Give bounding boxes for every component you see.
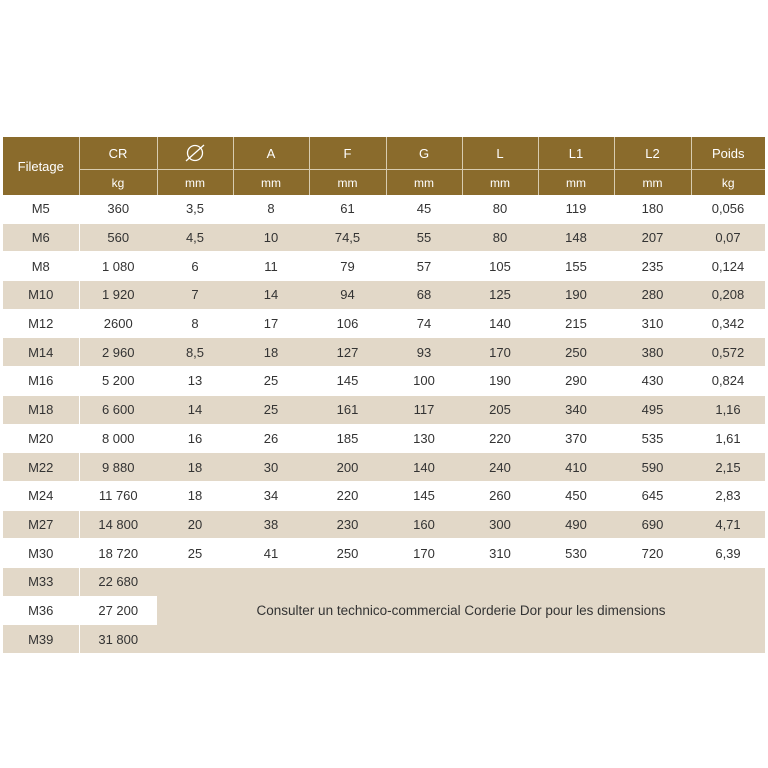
unit-cr: kg [79,170,157,196]
cell-cr: 27 200 [79,596,157,625]
cell-l: 240 [462,453,538,482]
cell-poids: 0,208 [691,281,765,310]
cell-g: 100 [386,367,462,396]
cell-cr: 18 720 [79,539,157,568]
cell-g: 140 [386,453,462,482]
cell-l1: 148 [538,223,614,252]
cell-filetage: M8 [3,252,79,281]
cell-cr: 2600 [79,309,157,338]
cell-a: 25 [233,395,309,424]
header-diameter [157,137,233,170]
cell-f: 94 [309,281,386,310]
cell-l: 260 [462,481,538,510]
cell-l1: 530 [538,539,614,568]
cell-l1: 155 [538,252,614,281]
cell-l: 300 [462,510,538,539]
cell-f: 127 [309,338,386,367]
cell-f: 61 [309,195,386,223]
cell-l2: 430 [614,367,691,396]
cell-f: 200 [309,453,386,482]
header-cr: CR [79,137,157,170]
cell-a: 11 [233,252,309,281]
cell-f: 106 [309,309,386,338]
table-row [3,195,765,223]
cell-poids: 0,124 [691,252,765,281]
cell-a: 38 [233,510,309,539]
unit-f: mm [309,170,386,196]
cell-l: 80 [462,223,538,252]
cell-l2: 235 [614,252,691,281]
cell-diameter: 8 [157,309,233,338]
cell-diameter: 18 [157,453,233,482]
cell-cr: 14 800 [79,510,157,539]
cell-l2: 690 [614,510,691,539]
cell-diameter: 14 [157,395,233,424]
table-row [3,367,765,396]
header-l2: L2 [614,137,691,170]
table-row [3,481,765,510]
cell-a: 25 [233,367,309,396]
header-g: G [386,137,462,170]
cell-l1: 190 [538,281,614,310]
cell-a: 30 [233,453,309,482]
table-row [3,567,765,596]
table-row [3,510,765,539]
header-poids: Poids [691,137,765,170]
cell-poids: 2,83 [691,481,765,510]
cell-f: 161 [309,395,386,424]
cell-diameter: 18 [157,481,233,510]
cell-poids: 1,16 [691,395,765,424]
table-row [3,309,765,338]
header-units-row [3,170,765,196]
table-row [3,252,765,281]
cell-poids: 0,056 [691,195,765,223]
cell-diameter: 20 [157,510,233,539]
header-filetage: Filetage [3,137,79,195]
table-row [3,223,765,252]
cell-g: 45 [386,195,462,223]
consult-note: Consulter un technico-commercial Corderie Dor pour les dimensions [157,567,765,653]
cell-cr: 9 880 [79,453,157,482]
cell-diameter: 25 [157,539,233,568]
cell-f: 230 [309,510,386,539]
cell-cr: 1 080 [79,252,157,281]
cell-l1: 250 [538,338,614,367]
cell-diameter: 8,5 [157,338,233,367]
table-row [3,539,765,568]
cell-cr: 31 800 [79,625,157,654]
cell-poids: 6,39 [691,539,765,568]
cell-filetage: M36 [3,596,79,625]
cell-l: 170 [462,338,538,367]
table-row [3,395,765,424]
table-row [3,424,765,453]
cell-filetage: M39 [3,625,79,654]
cell-cr: 6 600 [79,395,157,424]
cell-l: 190 [462,367,538,396]
cell-l: 125 [462,281,538,310]
cell-l1: 490 [538,510,614,539]
unit-l: mm [462,170,538,196]
unit-l2: mm [614,170,691,196]
cell-diameter: 7 [157,281,233,310]
cell-cr: 1 920 [79,281,157,310]
cell-filetage: M33 [3,567,79,596]
cell-a: 8 [233,195,309,223]
cell-filetage: M16 [3,367,79,396]
cell-filetage: M6 [3,223,79,252]
cell-diameter: 13 [157,367,233,396]
cell-g: 57 [386,252,462,281]
table-row [3,338,765,367]
header-l1: L1 [538,137,614,170]
cell-diameter: 16 [157,424,233,453]
table-body [3,195,765,654]
cell-l1: 410 [538,453,614,482]
cell-l2: 720 [614,539,691,568]
cell-filetage: M22 [3,453,79,482]
cell-l: 310 [462,539,538,568]
cell-f: 74,5 [309,223,386,252]
cell-poids: 0,07 [691,223,765,252]
cell-poids: 0,824 [691,367,765,396]
cell-a: 10 [233,223,309,252]
cell-l2: 310 [614,309,691,338]
cell-g: 55 [386,223,462,252]
cell-filetage: M5 [3,195,79,223]
cell-l: 220 [462,424,538,453]
cell-cr: 11 760 [79,481,157,510]
cell-g: 68 [386,281,462,310]
cell-diameter: 4,5 [157,223,233,252]
cell-cr: 22 680 [79,567,157,596]
cell-l2: 380 [614,338,691,367]
cell-poids: 4,71 [691,510,765,539]
cell-g: 117 [386,395,462,424]
table-header [3,137,765,195]
cell-l: 80 [462,195,538,223]
cell-g: 145 [386,481,462,510]
cell-filetage: M30 [3,539,79,568]
cell-l2: 280 [614,281,691,310]
cell-poids: 0,572 [691,338,765,367]
cell-l: 140 [462,309,538,338]
cell-filetage: M24 [3,481,79,510]
cell-g: 160 [386,510,462,539]
cell-l1: 370 [538,424,614,453]
cell-f: 250 [309,539,386,568]
cell-g: 93 [386,338,462,367]
cell-filetage: M20 [3,424,79,453]
spec-table [3,137,765,654]
header-labels-row [3,137,765,170]
cell-l2: 207 [614,223,691,252]
unit-a: mm [233,170,309,196]
cell-a: 41 [233,539,309,568]
cell-filetage: M14 [3,338,79,367]
table-row [3,453,765,482]
cell-cr: 2 960 [79,338,157,367]
header-l: L [462,137,538,170]
table-row [3,281,765,310]
header-f: F [309,137,386,170]
cell-f: 220 [309,481,386,510]
cell-filetage: M12 [3,309,79,338]
cell-l2: 495 [614,395,691,424]
cell-l2: 645 [614,481,691,510]
cell-filetage: M18 [3,395,79,424]
cell-g: 74 [386,309,462,338]
cell-l2: 535 [614,424,691,453]
cell-poids: 1,61 [691,424,765,453]
unit-poids: kg [691,170,765,196]
cell-a: 14 [233,281,309,310]
cell-l: 205 [462,395,538,424]
cell-f: 79 [309,252,386,281]
cell-poids: 0,342 [691,309,765,338]
cell-g: 130 [386,424,462,453]
cell-cr: 5 200 [79,367,157,396]
unit-l1: mm [538,170,614,196]
cell-a: 18 [233,338,309,367]
cell-a: 17 [233,309,309,338]
cell-cr: 360 [79,195,157,223]
cell-a: 34 [233,481,309,510]
unit-g: mm [386,170,462,196]
cell-poids: 2,15 [691,453,765,482]
cell-l1: 119 [538,195,614,223]
cell-diameter: 6 [157,252,233,281]
cell-l1: 450 [538,481,614,510]
cell-f: 185 [309,424,386,453]
cell-l2: 590 [614,453,691,482]
cell-cr: 560 [79,223,157,252]
cell-l1: 340 [538,395,614,424]
cell-a: 26 [233,424,309,453]
cell-filetage: M10 [3,281,79,310]
cell-l1: 290 [538,367,614,396]
cell-l1: 215 [538,309,614,338]
cell-f: 145 [309,367,386,396]
cell-g: 170 [386,539,462,568]
header-a: A [233,137,309,170]
cell-diameter: 3,5 [157,195,233,223]
cell-l2: 180 [614,195,691,223]
cell-l: 105 [462,252,538,281]
unit-diameter: mm [157,170,233,196]
cell-cr: 8 000 [79,424,157,453]
cell-filetage: M27 [3,510,79,539]
diameter-icon [183,143,207,163]
